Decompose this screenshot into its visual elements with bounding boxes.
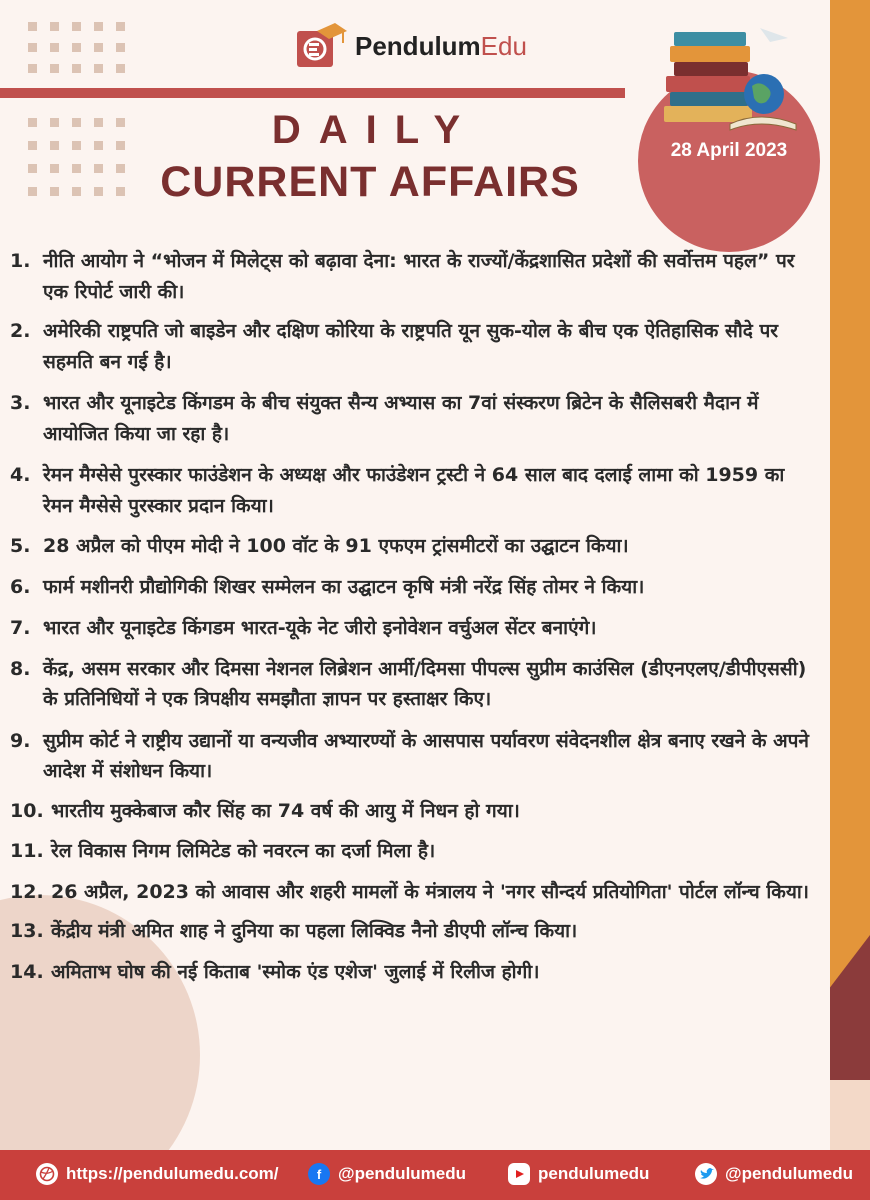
logo-icon [295, 19, 349, 73]
title-current-affairs: CURRENT AFFAIRS [160, 158, 580, 206]
footer-youtube[interactable] [508, 1163, 649, 1185]
item-text: केंद्रीय मंत्री अमित शाह ने दुनिया का पहला लिक्विड नैनो डीएपी लॉन्च किया। [51, 920, 578, 942]
item-number: 11. [10, 840, 44, 862]
item-number: 12. [10, 880, 44, 903]
globe-icon [36, 1163, 58, 1185]
item-text: सुप्रीम कोर्ट ने राष्ट्रीय उद्यानों या वन्यजीव अभ्यारण्यों के आसपास पर्यावरण संवेदनशील क्षेत्र बनाए रखने के अपने आदेश में संशोधन किया। [43, 729, 809, 782]
item-text: नीति आयोग ने “भोजन में मिलेट्स को बढ़ावा देना: भारत के राज्यों/केंद्रशासित प्रदेशों की सर्वोत्तम पहल” पर एक रिपोर्ट जारी की। [43, 250, 795, 303]
item-number: 9. [10, 729, 31, 752]
list-item [10, 796, 810, 827]
decorative-dots [28, 22, 125, 73]
list-item [10, 388, 810, 449]
list-item [10, 316, 810, 377]
item-text: अमेरिकी राष्ट्रपति जो बाइडेन और दक्षिण कोरिया के राष्ट्रपति यून सुक-योल के बीच एक ऐतिहासिक सौदे पर सहमति बन गई है। [43, 320, 779, 373]
footer-twitter[interactable] [695, 1163, 853, 1185]
item-number: 3. [10, 392, 31, 414]
item-number: 4. [10, 464, 31, 486]
youtube-handle[interactable]: pendulumedu [538, 1164, 650, 1183]
item-text: अमिताभ घोष की नई किताब 'स्मोक एंड एशेज' जुलाई में रिलीज होगी। [51, 960, 540, 983]
list-item [10, 572, 810, 603]
footer-bar [0, 1150, 870, 1200]
item-text: फार्म मशीनरी प्रौद्योगिकी शिखर सम्मेलन का उद्घाटन कृषि मंत्री नरेंद्र सिंह तोमर ने किया। [43, 575, 645, 598]
item-number: 7. [10, 617, 31, 639]
brand-name [355, 31, 527, 62]
header-rule [0, 88, 625, 98]
item-number: 6. [10, 575, 31, 598]
item-number: 13. [10, 920, 44, 942]
facebook-handle[interactable]: @pendulumedu [338, 1164, 467, 1183]
item-text: केंद्र, असम सरकार और दिमसा नेशनल लिब्रेशन आर्मी/दिमसा पीपल्स सुप्रीम काउंसिल (डीएनएलए/डीपीएससी) के प्रतिनिधियों ने एक त्रिपक्षीय समझौता ज्ञापन पर हस्ताक्षर किए। [43, 657, 807, 710]
date-label: 28 April 2023 [670, 140, 788, 161]
list-item [10, 613, 810, 644]
facebook-icon: f [308, 1163, 330, 1185]
twitter-icon [695, 1163, 717, 1185]
list-item [10, 877, 810, 908]
footer-website[interactable] [36, 1163, 279, 1185]
item-text: 26 अप्रैल, 2023 को आवास और शहरी मामलों के मंत्रालय ने 'नगर सौन्दर्य प्रतियोगिता' पोर्टल लॉन्च किया। [51, 880, 810, 903]
brand-name-part1: Pendulum [355, 30, 481, 61]
list-item [10, 726, 810, 787]
item-number: 14. [10, 960, 44, 983]
item-text: भारत और यूनाइटेड किंगडम के बीच संयुक्त सैन्य अभ्यास का 7वां संस्करण ब्रिटेन के सैलिसबरी मैदान में आयोजित किया जा रहा है। [43, 392, 759, 445]
twitter-handle[interactable]: @pendulumedu [725, 1164, 854, 1183]
item-number: 2. [10, 320, 31, 342]
list-item [10, 531, 810, 562]
item-number: 8. [10, 657, 31, 680]
list-item [10, 957, 810, 988]
list-item [10, 836, 810, 867]
current-affairs-list [10, 246, 810, 987]
website-link[interactable]: https://pendulumedu.com/ [66, 1164, 279, 1183]
item-number: 10. [10, 799, 44, 822]
item-text: रेमन मैग्सेसे पुरस्कार फाउंडेशन के अध्यक्ष और फाउंडेशन ट्रस्टी ने 64 साल बाद दलाई लामा को 1959 का रेमन मैग्सेसे पुरस्कार प्रदान किया। [43, 464, 785, 517]
item-text: भारत और यूनाइटेड किंगडम भारत-यूके नेट जीरो इनोवेशन वर्चुअल सेंटर बनाएंगे। [43, 617, 597, 639]
item-number: 5. [10, 535, 31, 557]
list-item [10, 916, 810, 947]
list-item [10, 246, 810, 307]
title-daily: DAILY [271, 108, 479, 152]
youtube-icon [508, 1163, 530, 1185]
item-text: भारतीय मुक्केबाज कौर सिंह का 74 वर्ष की आयु में निधन हो गया। [51, 799, 520, 822]
list-item [10, 460, 810, 521]
list-item [10, 654, 810, 715]
footer-facebook[interactable] [308, 1163, 466, 1185]
item-text: 28 अप्रैल को पीएम मोदी ने 100 वॉट के 91 एफएम ट्रांसमीटरों का उद्घाटन किया। [43, 535, 629, 557]
item-number: 1. [10, 250, 31, 272]
decorative-dots [28, 118, 125, 196]
brand-name-part2: Edu [480, 30, 527, 61]
brand-logo[interactable] [295, 16, 527, 76]
books-globe-illustration [660, 24, 800, 134]
decorative-side-light [830, 1080, 870, 1150]
item-text: रेल विकास निगम लिमिटेड को नवरत्न का दर्जा मिला है। [51, 840, 436, 862]
